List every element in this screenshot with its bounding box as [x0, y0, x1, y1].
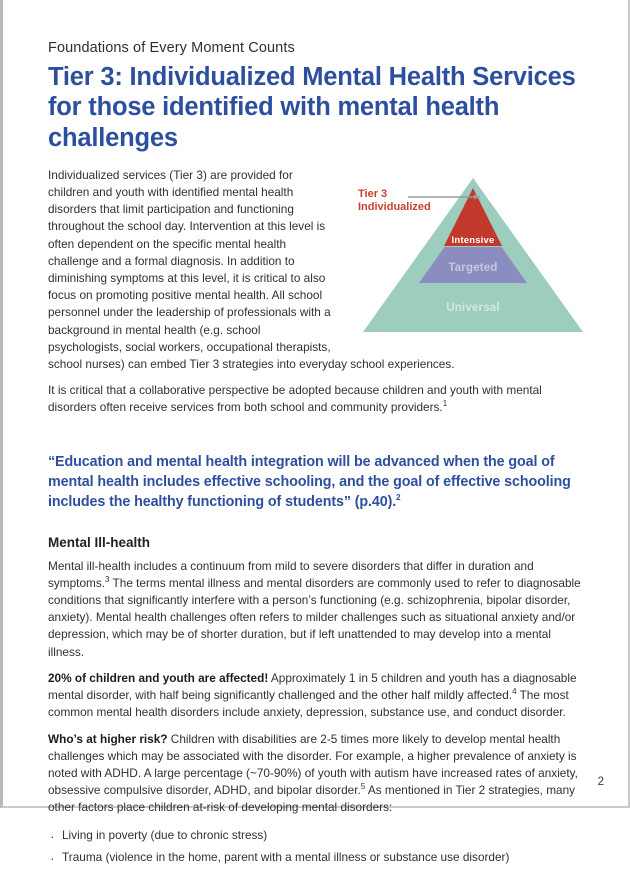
footnote-marker-2: 2 [396, 493, 401, 503]
tier-callout-line2: Individualized [358, 201, 431, 214]
paragraph-3-part-1: Children with disabilities are 2-5 times more likely to develop mental health challenges which may be associated with the disorder. For example, a higher prevalence of anxiety is noted with ADHD. A large percentage (~70-90%) of youth with autism have increased rates of anxiety, obsessive compulsive disorder, ADHD, and bipolar disorder. [48, 731, 578, 798]
pyramid-label-targeted: Targeted [448, 261, 498, 274]
footnote-marker-4: 4 [512, 687, 517, 697]
pull-quote-text: “Education and mental health integration will be advanced when the goal of mental health includes effective schooling, and the goal of effective schooling includes the healthy functioning of students” (p.40). [48, 453, 571, 511]
pyramid-label-intensive: Intensive [451, 234, 495, 246]
paragraph-2-part-1: Approximately 1 in 5 children and youth has a diagnosable mental disorder, with half being significantly challenged and the other half mildly affected. [48, 670, 577, 703]
paragraph-1-part-2: The terms mental illness and mental disorders are commonly used to refer to diagnosable conditions that significantly interfere with a person’s functioning (e.g. schizophrenia, bipolar disorder, anxiety). Mental health challenges often refers to milder challenges such as situational anxiety and/or depression, which may be of shorter duration, but if left unattended to may develop into a mental illness. [48, 575, 581, 659]
section-paragraph-2 [48, 670, 588, 722]
intro-paragraph-2 [48, 382, 588, 416]
risk-factor-list [48, 827, 588, 867]
page-number: 2 [597, 776, 604, 788]
page-title: Tier 3: Individualized Mental Health Services for those identified with mental health challenges [48, 63, 576, 152]
footnote-marker-5: 5 [360, 782, 366, 792]
pyramid-diagram-container [348, 162, 588, 337]
intro-paragraph-1: Individualized services (Tier 3) are provided for children and youth with identified mental health disorders that limit participation and functioning throughout the school day. Intervention at this level is often dependent on the specific mental health challenge and a formal diagnosis. In addition to diminishing symptoms at this level, it is critical to also focus on promoting positive mental health. All school personnel under the leadership of professionals with a background in mental health (e.g. school psychologists, social workers, occupational therapists, school nurses) can embed Tier 3 strategies into everyday school experiences. [48, 167, 455, 372]
intro-zone [48, 167, 588, 426]
paragraph-3-lead: Who’s at higher risk? [48, 731, 168, 746]
page-content [48, 40, 588, 872]
paragraph-1-part-1: Mental ill-health includes a continuum from mild to severe disorders that differ in duration and symptoms. [48, 558, 534, 590]
document-eyebrow: Foundations of Every Moment Counts [48, 40, 295, 56]
paragraph-3-part-2: As mentioned in Tier 2 strategies, many other factors place children at-risk of developing mental disorders: [48, 783, 576, 815]
footnote-marker-1: 1 [442, 399, 448, 409]
list-item: · Trauma (violence in the home, parent with a mental illness or substance use disorder) [48, 849, 588, 867]
section-heading-mental-ill-health: Mental Ill-health [48, 534, 151, 550]
pull-quote [48, 452, 588, 513]
intro-paragraph-2-text: It is critical that a collaborative perspective be adopted because children and youth with mental disorders often receive services from both school and community providers. [48, 383, 542, 415]
paragraph-2-part-2: The most common mental health disorders include anxiety, depression, substance use, and conduct disorder. [48, 688, 569, 720]
section-body-mental-ill-health [48, 558, 588, 817]
list-item: · Living in poverty (due to chronic stress) [48, 827, 588, 845]
footnote-marker-3: 3 [105, 574, 110, 584]
section-paragraph-3 [48, 731, 588, 817]
pyramid-label-universal: Universal [446, 301, 500, 314]
section-paragraph-1 [48, 558, 588, 661]
paragraph-2-lead: 20% of children and youth are affected! [48, 670, 269, 685]
pyramid-diagram [358, 170, 588, 340]
tier-callout-line1: Tier 3 [358, 187, 388, 200]
tier-callout [358, 188, 431, 216]
